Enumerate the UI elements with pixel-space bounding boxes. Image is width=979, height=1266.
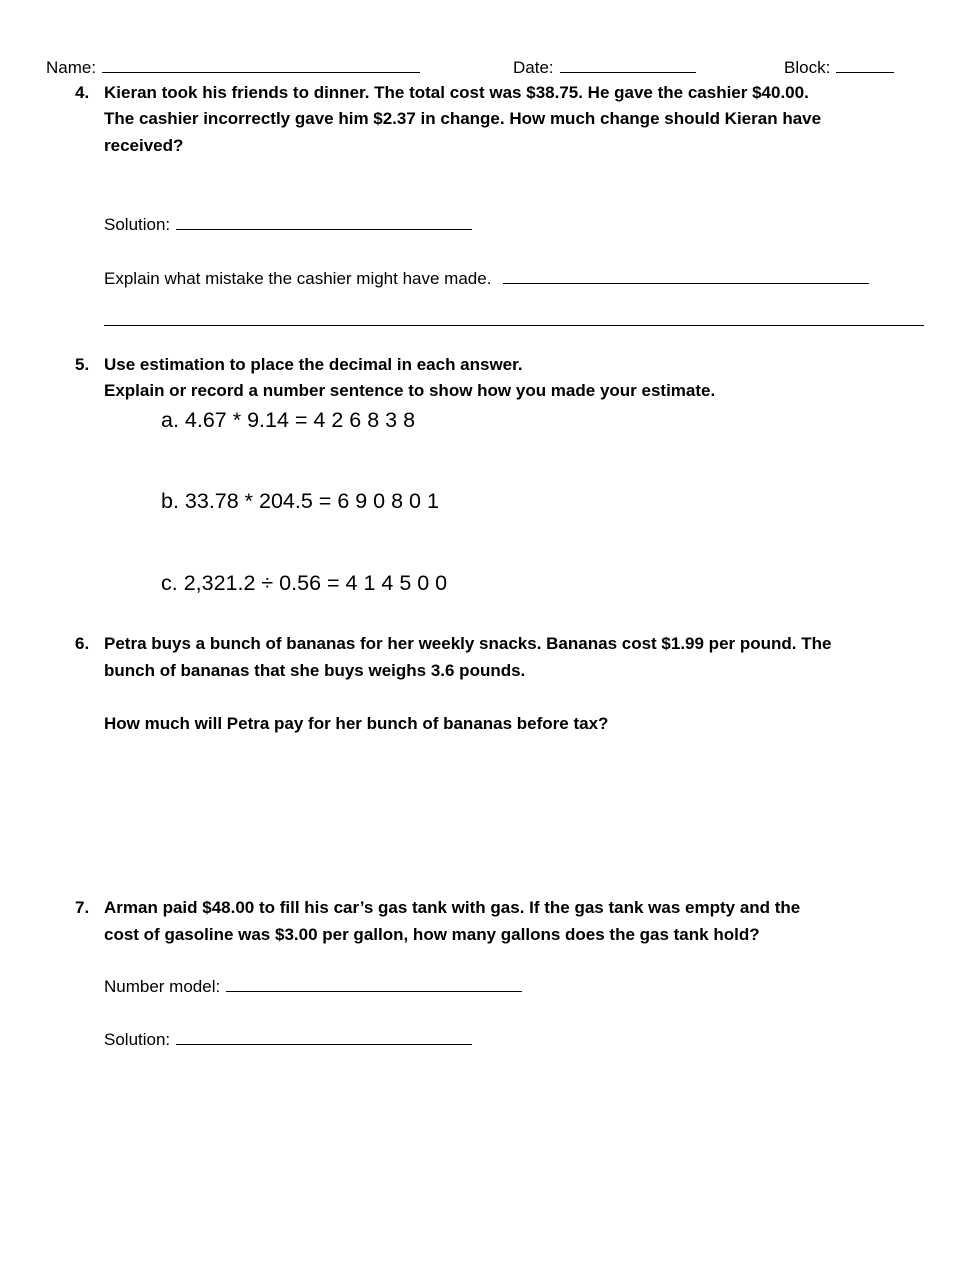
date-field[interactable] [513, 58, 696, 78]
question-text: Use estimation to place the decimal in each answer. [104, 355, 523, 374]
solution-blank[interactable] [176, 215, 472, 230]
question-number: 5. [75, 355, 90, 374]
question-text: Explain or record a number sentence to show how you made your estimate. [104, 381, 716, 400]
name-field[interactable] [46, 58, 420, 78]
item-c: c. 2,321.2 ÷ 0.56 = 4 1 4 5 0 0 [161, 571, 448, 595]
question-text: Arman paid $48.00 to fill his car’s gas tank with gas. If the gas tank was empty and the [104, 898, 801, 917]
question-text: received? [104, 136, 184, 155]
solution-field[interactable] [104, 1030, 472, 1050]
solution-blank[interactable] [176, 1030, 472, 1045]
name-label: Name: [46, 58, 97, 77]
solution-field[interactable] [104, 215, 472, 235]
question-number: 7. [75, 898, 90, 917]
date-blank[interactable] [560, 58, 696, 73]
question-text: The cashier incorrectly gave him $2.37 in change. How much change should Kieran have [104, 109, 822, 128]
explain-blank[interactable] [503, 269, 869, 284]
number-model-label: Number model: [104, 977, 221, 996]
explain-label: Explain what mistake the cashier might have made. [104, 269, 492, 288]
question-text: cost of gasoline was $3.00 per gallon, how many gallons does the gas tank hold? [104, 925, 760, 944]
question-prompt: How much will Petra pay for her bunch of bananas before tax? [104, 714, 609, 733]
number-model-blank[interactable] [226, 977, 522, 992]
question-number: 6. [75, 634, 90, 653]
solution-label: Solution: [104, 215, 171, 234]
block-label: Block: [784, 58, 831, 77]
block-blank[interactable] [836, 58, 894, 73]
number-model-field[interactable] [104, 977, 522, 997]
explain-blank-line-2[interactable] [104, 325, 924, 326]
question-text: Kieran took his friends to dinner. The total cost was $38.75. He gave the cashier $40.00. [104, 83, 809, 102]
solution-label: Solution: [104, 1030, 171, 1049]
block-field[interactable] [784, 58, 894, 78]
item-b: b. 33.78 * 204.5 = 6 9 0 8 0 1 [161, 489, 439, 513]
question-text: bunch of bananas that she buys weighs 3.6 pounds. [104, 661, 526, 680]
date-label: Date: [513, 58, 554, 77]
item-a: a. 4.67 * 9.14 = 4 2 6 8 3 8 [161, 408, 416, 432]
question-text: Petra buys a bunch of bananas for her weekly snacks. Bananas cost $1.99 per pound. The [104, 634, 832, 653]
explain-field[interactable] [104, 269, 869, 289]
question-number: 4. [75, 83, 90, 102]
name-blank[interactable] [102, 58, 420, 73]
